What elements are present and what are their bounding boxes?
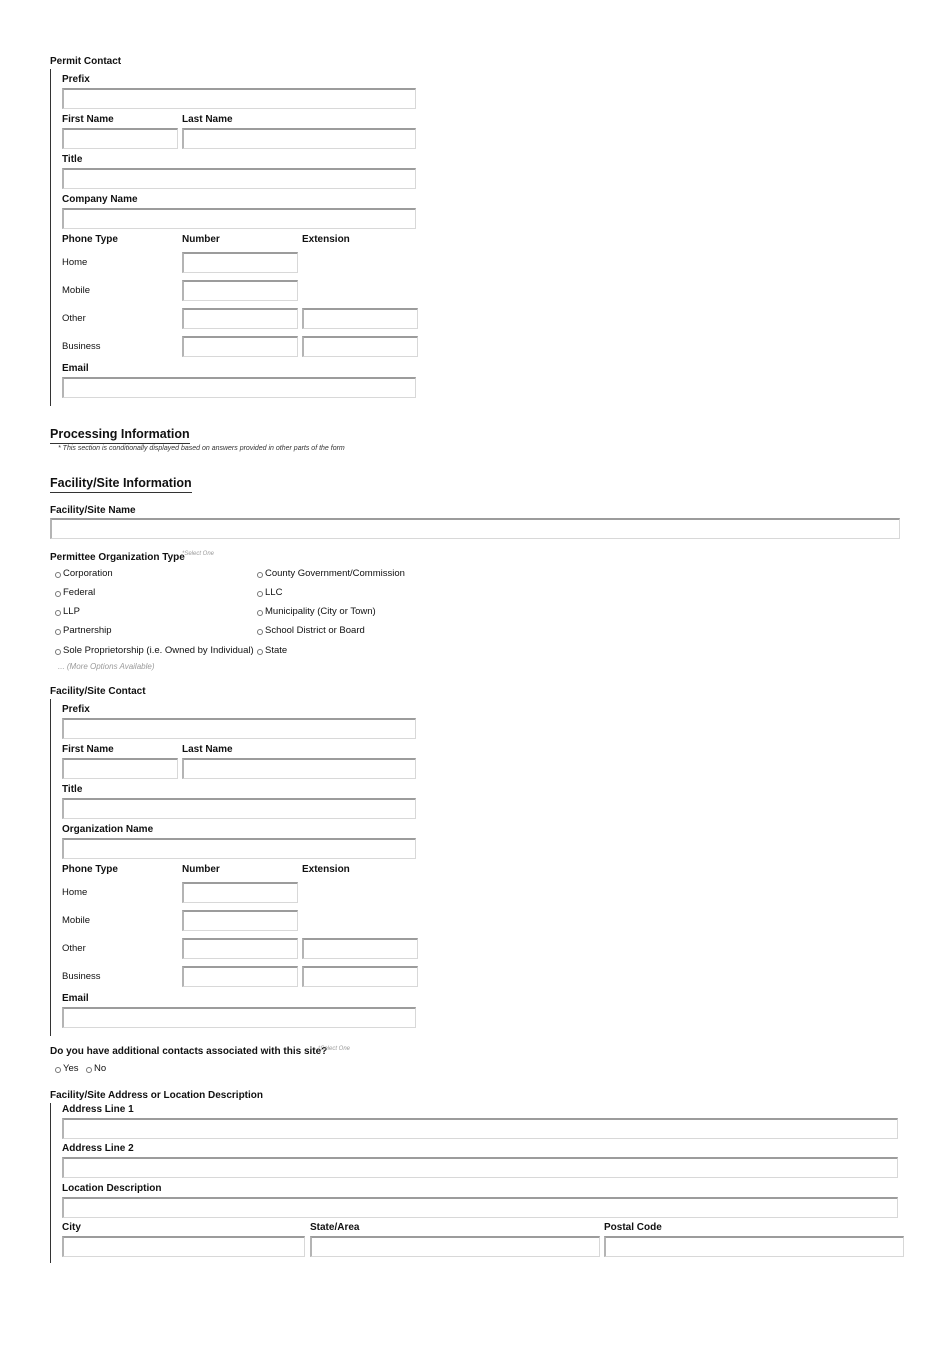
permit-contact-heading: Permit Contact (50, 56, 122, 67)
radio-municipality[interactable] (257, 610, 263, 616)
processing-heading: Processing Information (50, 427, 190, 444)
address-heading: Facility/Site Address or Location Description (50, 1090, 264, 1101)
option-sole-proprietorship: Sole Proprietorship (i.e. Owned by Individual) (63, 645, 254, 656)
location-description-label: Location Description (62, 1183, 162, 1194)
title-input[interactable] (62, 168, 416, 189)
site-phone-type-label: Phone Type (62, 864, 118, 875)
extension-label: Extension (302, 234, 350, 245)
org-type-label: Permittee Organization Type (50, 552, 185, 563)
site-phone-row-other: Other (62, 943, 86, 954)
site-home-number-input[interactable] (182, 882, 298, 903)
option-yes: Yes (63, 1063, 79, 1074)
option-no: No (94, 1063, 107, 1074)
processing-note: * This section is conditionally displayed based on answers provided in other parts of the form (58, 445, 345, 452)
radio-corporation[interactable] (55, 572, 61, 578)
organization-name-label: Organization Name (62, 824, 154, 835)
site-first-name-input[interactable] (62, 758, 178, 779)
prefix-input[interactable] (62, 88, 416, 109)
radio-school-district[interactable] (257, 629, 263, 635)
option-federal: Federal (63, 587, 96, 598)
address-line-2-label: Address Line 2 (62, 1143, 134, 1154)
facility-heading: Facility/Site Information (50, 476, 192, 493)
site-mobile-number-input[interactable] (182, 910, 298, 931)
site-prefix-input[interactable] (62, 718, 416, 739)
site-other-number-input[interactable] (182, 938, 298, 959)
title-label: Title (62, 154, 83, 165)
site-last-name-label: Last Name (182, 744, 233, 755)
section-bar (50, 69, 51, 406)
radio-partnership[interactable] (55, 629, 61, 635)
radio-county-government[interactable] (257, 572, 263, 578)
site-contact-heading: Facility/Site Contact (50, 686, 146, 697)
city-label: City (62, 1222, 81, 1233)
business-number-input[interactable] (182, 336, 298, 357)
section-bar (50, 699, 51, 1036)
city-input[interactable] (62, 1236, 305, 1257)
phone-type-label: Phone Type (62, 234, 118, 245)
email-label: Email (62, 363, 89, 374)
radio-sole-proprietorship[interactable] (55, 649, 61, 655)
site-business-extension-input[interactable] (302, 966, 418, 987)
home-number-input[interactable] (182, 252, 298, 273)
site-title-label: Title (62, 784, 83, 795)
phone-row-home: Home (62, 257, 88, 268)
option-llc: LLC (265, 587, 283, 598)
radio-no[interactable] (86, 1067, 92, 1073)
section-bar (50, 1103, 51, 1263)
radio-state[interactable] (257, 649, 263, 655)
site-email-input[interactable] (62, 1007, 416, 1028)
additional-contacts-question: Do you have additional contacts associated with this site? (50, 1046, 328, 1057)
more-options-link[interactable]: ... (More Options Available) (58, 662, 155, 671)
site-name-input[interactable] (50, 518, 900, 539)
radio-yes[interactable] (55, 1067, 61, 1073)
number-label: Number (182, 234, 220, 245)
postal-code-input[interactable] (604, 1236, 904, 1257)
location-description-input[interactable] (62, 1197, 898, 1218)
company-name-label: Company Name (62, 194, 138, 205)
option-llp: LLP (63, 606, 80, 617)
address-line-2-input[interactable] (62, 1157, 898, 1178)
last-name-input[interactable] (182, 128, 416, 149)
site-business-number-input[interactable] (182, 966, 298, 987)
option-partnership: Partnership (63, 625, 112, 636)
option-county-government: County Government/Commission (265, 568, 405, 579)
email-input[interactable] (62, 377, 416, 398)
site-phone-row-mobile: Mobile (62, 915, 90, 926)
address-line-1-input[interactable] (62, 1118, 898, 1139)
last-name-label: Last Name (182, 114, 233, 125)
radio-llc[interactable] (257, 591, 263, 597)
additional-contacts-select-one-hint: *Select One (318, 1046, 351, 1052)
option-municipality: Municipality (City or Town) (265, 606, 376, 617)
business-extension-input[interactable] (302, 336, 418, 357)
site-last-name-input[interactable] (182, 758, 416, 779)
option-school-district: School District or Board (265, 625, 365, 636)
site-extension-label: Extension (302, 864, 350, 875)
first-name-label: First Name (62, 114, 114, 125)
radio-llp[interactable] (55, 610, 61, 616)
radio-federal[interactable] (55, 591, 61, 597)
site-number-label: Number (182, 864, 220, 875)
site-prefix-label: Prefix (62, 704, 90, 715)
option-state: State (265, 645, 288, 656)
phone-row-business: Business (62, 341, 101, 352)
other-extension-input[interactable] (302, 308, 418, 329)
site-other-extension-input[interactable] (302, 938, 418, 959)
site-email-label: Email (62, 993, 89, 1004)
prefix-label: Prefix (62, 74, 90, 85)
postal-code-label: Postal Code (604, 1222, 662, 1233)
organization-name-input[interactable] (62, 838, 416, 859)
state-input[interactable] (310, 1236, 600, 1257)
other-number-input[interactable] (182, 308, 298, 329)
address-line-1-label: Address Line 1 (62, 1104, 134, 1115)
option-corporation: Corporation (63, 568, 113, 579)
first-name-input[interactable] (62, 128, 178, 149)
phone-row-other: Other (62, 313, 86, 324)
mobile-number-input[interactable] (182, 280, 298, 301)
site-phone-row-business: Business (62, 971, 101, 982)
org-type-select-one-hint: *Select One (182, 551, 215, 557)
site-phone-row-home: Home (62, 887, 88, 898)
site-name-label: Facility/Site Name (50, 505, 136, 516)
phone-row-mobile: Mobile (62, 285, 90, 296)
company-name-input[interactable] (62, 208, 416, 229)
site-first-name-label: First Name (62, 744, 114, 755)
site-title-input[interactable] (62, 798, 416, 819)
state-label: State/Area (310, 1222, 360, 1233)
